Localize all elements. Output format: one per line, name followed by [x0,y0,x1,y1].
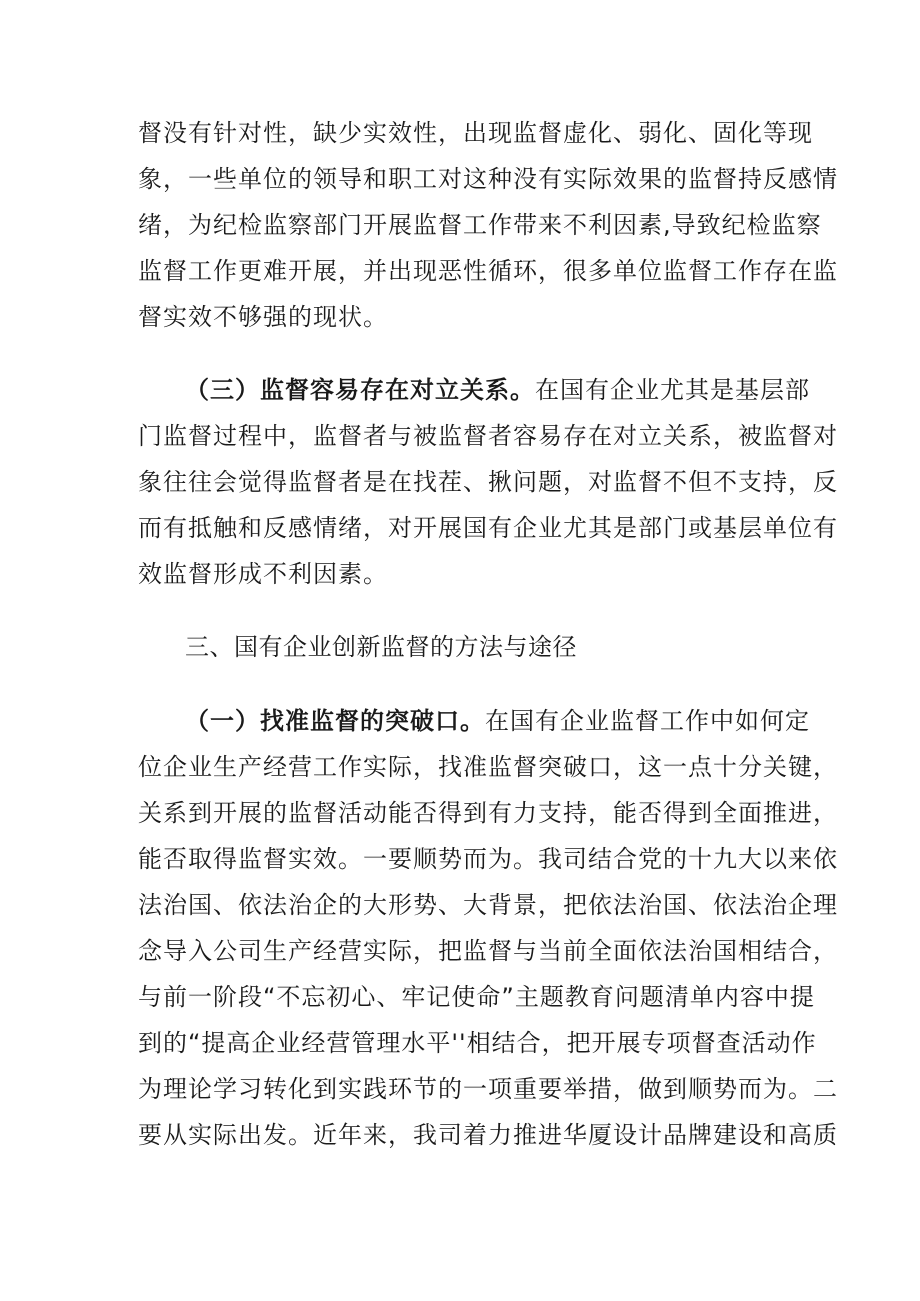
paragraph-line: 位企业生产经营工作实际，找准监督突破口，这一点十分关键， [138,753,838,781]
paragraph-line: 关系到开展的监督活动能否得到有力支持，能否得到全面推进， [138,799,838,827]
paragraph-line: 为理论学习转化到实践环节的一项重要举措，做到顺势而为。二 [138,1075,838,1103]
paragraph-line: 法治国、依法治企的大形势、大背景，把依法治国、依法治企理 [138,891,838,919]
paragraph-first-line [185,373,810,407]
paragraph-title: （三）监督容易存在对立关系。 [185,376,535,404]
paragraph-line: 门监督过程中，监督者与被监督者容易存在对立关系，被监督对 [138,422,838,450]
paragraph-text: 在国有企业监督工作中如何定 [485,707,810,735]
section-heading: 三、国有企业创新监督的方法与途径 [185,633,577,661]
paragraph-line: 绪，为纪检监察部门开展监督工作带来不利因素,导致纪检监察 [138,211,822,239]
paragraph-line: 到的“提高企业经营管理水平''相结合，把开展专项督查活动作 [138,1029,817,1057]
paragraph-line: 象，一些单位的领导和职工对这种没有实际效果的监督持反感情 [138,165,838,193]
paragraph-line: 督实效不够强的现状。 [138,303,388,331]
paragraph-line: 而有抵触和反感情绪，对开展国有企业尤其是部门或基层单位有 [138,514,838,542]
paragraph-line: 能否取得监督实效。一要顺势而为。我司结合党的十九大以来依 [138,845,838,873]
paragraph-text: 在国有企业尤其是基层部 [535,376,810,404]
paragraph-line: 与前一阶段“不忘初心、牢记使命”主题教育问题清单内容中提 [138,983,815,1011]
paragraph-title: （一）找准监督的突破口。 [185,707,485,735]
paragraph-first-line [185,704,810,738]
paragraph-line: 督没有针对性，缺少实效性，出现监督虚化、弱化、固化等现 [138,119,813,147]
paragraph-line: 念导入公司生产经营实际，把监督与当前全面依法治国相结合， [138,937,838,965]
paragraph-line: 象往往会觉得监督者是在找茬、揪问题，对监督不但不支持，反 [138,468,838,496]
paragraph-line: 要从实际出发。近年来，我司着力推进华厦设计品牌建设和高质 [138,1121,838,1149]
paragraph-line: 监督工作更难开展，并出现恶性循环，很多单位监督工作存在监 [138,257,838,285]
paragraph-line: 效监督形成不利因素。 [138,560,388,588]
